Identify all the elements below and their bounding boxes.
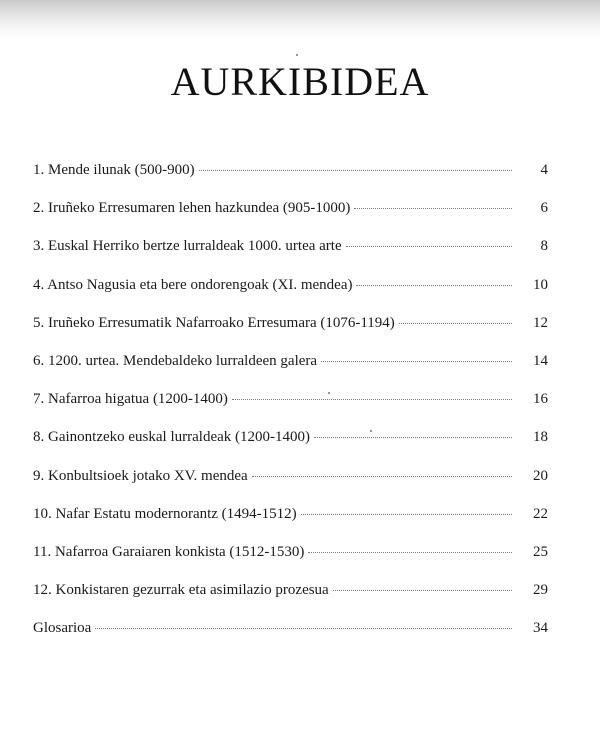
toc-page-number: 6 — [540, 200, 548, 217]
toc-entry-label: 1. Mende ilunak (500-900) — [33, 162, 195, 178]
toc-entry-6[interactable] — [33, 351, 548, 389]
toc-page-number: 34 — [533, 620, 548, 637]
table-of-contents — [33, 160, 548, 656]
toc-entry-label: 10. Nafar Estatu modernorantz (1494-1512) — [33, 505, 297, 522]
toc-entry-label: Glosarioa — [33, 620, 92, 637]
dot-leader — [354, 208, 512, 209]
dot-leader — [232, 399, 512, 400]
toc-entry-8[interactable] — [33, 427, 548, 465]
toc-entry-11[interactable] — [33, 542, 548, 580]
toc-entry-label: 7. Nafarroa higatua (1200-1400) — [33, 391, 228, 408]
toc-entry-glossary[interactable] — [33, 618, 548, 656]
toc-entry-12[interactable] — [33, 580, 548, 618]
dot-leader — [199, 170, 512, 171]
toc-entry-7[interactable] — [33, 389, 548, 427]
toc-page-number: 18 — [533, 429, 548, 446]
dot-leader — [314, 437, 512, 438]
toc-page-number: 14 — [533, 352, 548, 369]
dot-leader — [333, 590, 512, 591]
toc-page-number: 4 — [540, 162, 548, 178]
dot-leader — [356, 285, 512, 286]
toc-entry-label: 3. Euskal Herriko bertze lurraldeak 1000. urtea arte — [33, 238, 342, 255]
toc-entry-2[interactable] — [33, 198, 548, 236]
toc-page-number: 10 — [533, 276, 548, 293]
toc-entry-label: 8. Gainontzeko euskal lurraldeak (1200-1400) — [33, 429, 310, 446]
dot-leader — [95, 628, 512, 629]
toc-page-number: 8 — [540, 238, 548, 255]
dot-leader — [252, 476, 512, 477]
toc-entry-label: 5. Iruñeko Erresumatik Nafarroako Erresumara (1076-1194) — [33, 314, 395, 331]
dot-leader — [321, 361, 512, 362]
page-title: AURKIBIDEA — [170, 59, 430, 104]
toc-entry-3[interactable] — [33, 236, 548, 274]
toc-page-number: 20 — [533, 467, 548, 484]
toc-page-number: 29 — [533, 582, 548, 599]
toc-entry-label: 11. Nafarroa Garaiaren konkista (1512-1530) — [33, 543, 305, 560]
dot-leader — [346, 246, 512, 247]
toc-entry-label: 2. Iruñeko Erresumaren lehen hazkundea (905-1000) — [33, 200, 351, 217]
toc-entry-label: 4. Antso Nagusia eta bere ondorengoak (XI. mendea) — [33, 276, 353, 293]
toc-entry-1[interactable] — [33, 160, 548, 198]
toc-page-number: 22 — [533, 505, 548, 522]
toc-entry-5[interactable] — [33, 313, 548, 351]
toc-entry-label: 12. Konkistaren gezurrak eta asimilazio prozesua — [33, 582, 329, 599]
toc-page-number: 25 — [533, 543, 548, 560]
dot-leader — [399, 323, 512, 324]
toc-page-number: 12 — [533, 314, 548, 331]
scan-speck — [296, 54, 298, 56]
toc-entry-label: 9. Konbultsioek jotako XV. mendea — [33, 467, 248, 484]
toc-entry-4[interactable] — [33, 275, 548, 313]
dot-leader — [308, 552, 512, 553]
toc-entry-10[interactable] — [33, 504, 548, 542]
toc-page-number: 16 — [533, 391, 548, 408]
toc-entry-label: 6. 1200. urtea. Mendebaldeko lurraldeen galera — [33, 352, 318, 369]
dot-leader — [301, 514, 512, 515]
toc-entry-9[interactable] — [33, 466, 548, 504]
